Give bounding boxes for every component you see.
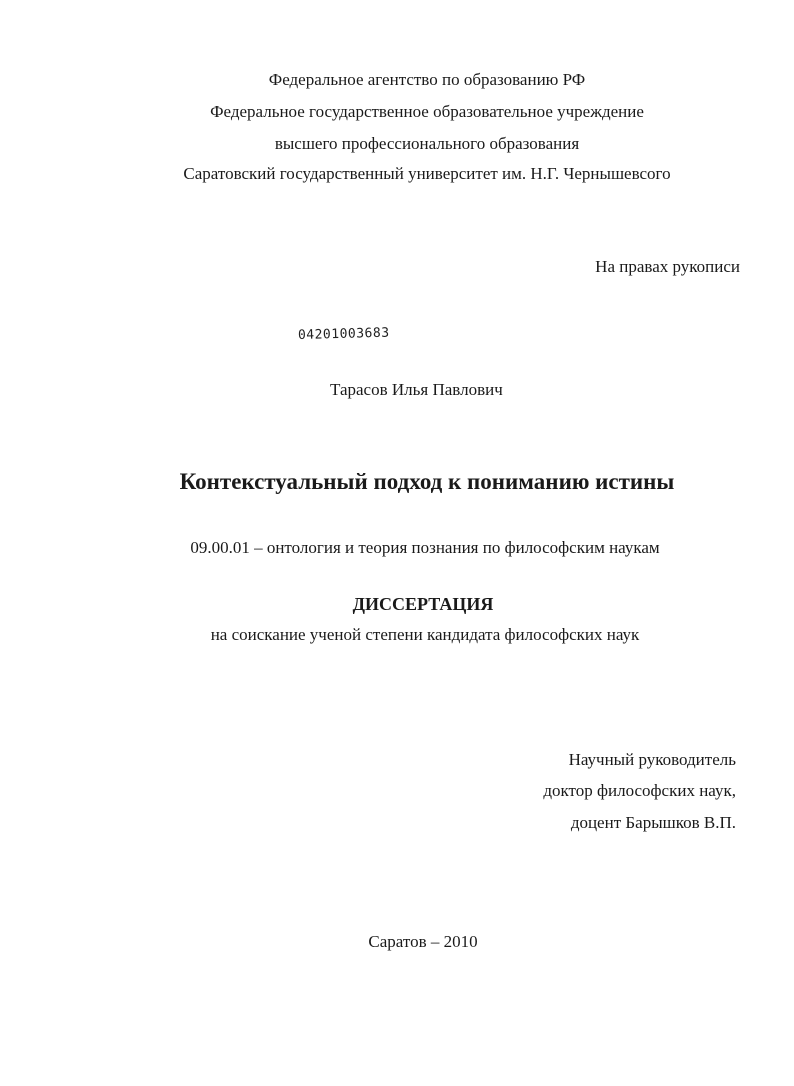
dissertation-title: Контекстуальный подход к пониманию истины [179,469,675,494]
supervisor-name: доцент Барышков В.П. [570,813,736,832]
supervisor-degree: доктор философских наук, [543,781,736,800]
author-name: Тарасов Илья Павлович [330,380,503,399]
degree-sought: на соискание ученой степени кандидата философских наук [210,625,640,644]
supervisor-role: Научный руководитель [568,750,736,769]
header-line-agency: Федеральное агентство по образованию РФ [268,70,586,89]
manuscript-note: На правах рукописи [595,257,740,276]
header-line-institution-type: Федеральное государственное образовательное учреждение [210,102,644,121]
library-stamp-number: 04201003683 [297,325,390,343]
header-line-education-level: высшего профессионального образования [274,134,580,153]
work-type-heading: ДИССЕРТАЦИЯ [352,594,494,614]
specialty-code: 09.00.01 – онтология и теория познания по философским наукам [190,538,660,557]
city-year: Саратов – 2010 [368,932,478,951]
header-line-university: Саратовский государственный университет им. Н.Г. Чернышевсого [183,164,671,183]
